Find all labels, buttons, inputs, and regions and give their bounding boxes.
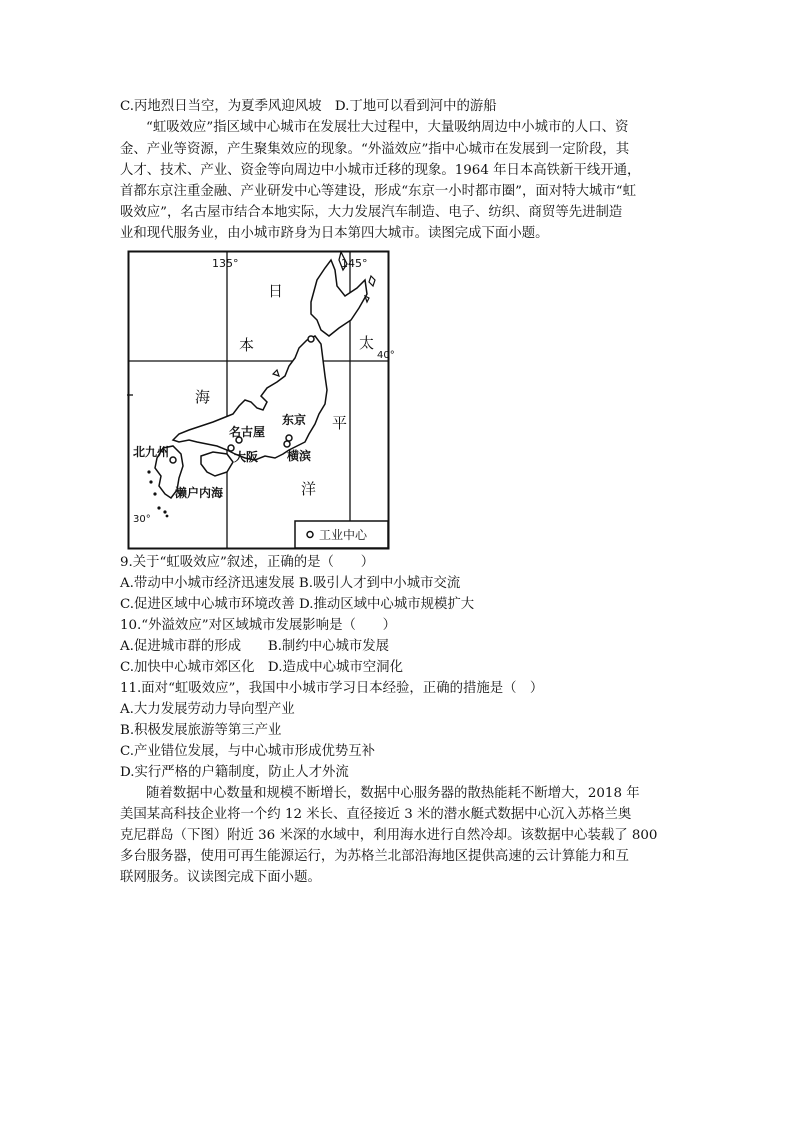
question-option: C.产业错位发展，与中心城市形成优势互补: [120, 744, 376, 759]
ocean-label: 平: [332, 414, 348, 432]
city-label-yokohama: 横滨: [287, 449, 312, 463]
paragraph-line: 美国某高科技企业将一个约 12 米长、直径接近 3 米的潜水艇式数据中心沉入苏格兰奥: [120, 807, 632, 822]
legend-marker-icon: [307, 532, 313, 538]
question-option: C.促进区域中心城市环境改善 D.推动区域中心城市规模扩大: [120, 597, 475, 612]
latitude-label-40: 40°: [377, 350, 395, 361]
ocean-label: 太: [359, 334, 375, 352]
paragraph-line: 联网服务。议读图完成下面小题。: [120, 870, 321, 885]
city-label-kitakyushu: 北九州: [133, 445, 170, 459]
question-option: A.促进城市群的形成 B.制约中心城市发展: [120, 639, 390, 654]
question-10: 10.“外溢效应”对区域城市发展影响是（ ）: [120, 618, 397, 633]
paragraph-line: “虹吸效应”指区域中心城市在发展壮大过程中，大量吸纳周边中小城市的人口、资: [146, 120, 629, 135]
question-option: C.加快中心城市郊区化 D.造成中心城市空洞化: [120, 660, 403, 675]
industrial-center-kitakyushu: [170, 457, 176, 463]
city-label-osaka: 大阪: [234, 450, 259, 464]
paragraph-line: 业和现代服务业，由小城市跻身为日本第四大城市。读图完成下面小题。: [120, 226, 549, 241]
city-label-nagoya: 名古屋: [229, 425, 266, 439]
longitude-label-135: 135°: [212, 257, 239, 270]
longitude-label-145: 145°: [341, 257, 368, 270]
industrial-center-marker: [308, 336, 314, 342]
paragraph-line: 多台服务器，使用可再生能源运行，为苏格兰北部沿海地区提供高速的云计算能力和互: [120, 849, 629, 864]
question-option: B.积极发展旅游等第三产业: [120, 723, 282, 738]
paragraph-line: 克尼群岛（下图）附近 36 米深的水域中，利用海水进行自然冷却。该数据中心装载了 800: [120, 828, 658, 843]
paragraph-line: 金、产业等资源，产生聚集效应的现象。“外溢效应”指中心城市在发展到一定阶段，其: [120, 142, 630, 157]
sea-label: 本: [239, 336, 255, 354]
paragraph-line: 吸效应”，名古屋市结合本地实际，大力发展汽车制造、电子、纺织、商贸等先进制造: [120, 205, 623, 220]
paragraph-line: 人才、技术、产业、资金等向周边中小城市迁移的现象。1964 年日本高铁新干线开通，: [120, 163, 641, 178]
ocean-label: 洋: [301, 480, 317, 498]
sea-label: 海: [195, 388, 211, 406]
industrial-center-tokyo: [286, 435, 292, 441]
city-label-tokyo: 东京: [282, 413, 307, 427]
question-option: D.实行严格的户籍制度，防止人才外流: [120, 765, 349, 780]
question-option: A.大力发展劳动力导向型产业: [120, 702, 295, 717]
sea-label: 日: [268, 282, 284, 300]
industrial-center-yokohama: [284, 441, 290, 447]
japan-map: [127, 250, 395, 550]
sea-label-seto-inland: 濑户内海: [175, 486, 224, 500]
paragraph-line: 随着数据中心数量和规模不断增长，数据中心服务器的散热能耗不断增大，2018 年: [146, 786, 640, 801]
latitude-label-30: 30°: [133, 514, 151, 525]
question-option: A.带动中小城市经济迅速发展 B.吸引人才到中小城市交流: [120, 576, 461, 591]
legend-label: 工业中心: [319, 528, 368, 542]
paragraph-line: 首都东京注重金融、产业研发中心等建设，形成“东京一小时都市圈”，面对特大城市“虹: [120, 184, 636, 199]
question-9: 9.关于“虹吸效应”叙述，正确的是（ ）: [120, 555, 375, 570]
question-11: 11.面对“虹吸效应”，我国中小城市学习日本经验，正确的措施是（ ）: [120, 681, 544, 696]
option-text-line: C.丙地烈日当空，为夏季风迎风坡 D.丁地可以看到河中的游船: [120, 99, 497, 114]
